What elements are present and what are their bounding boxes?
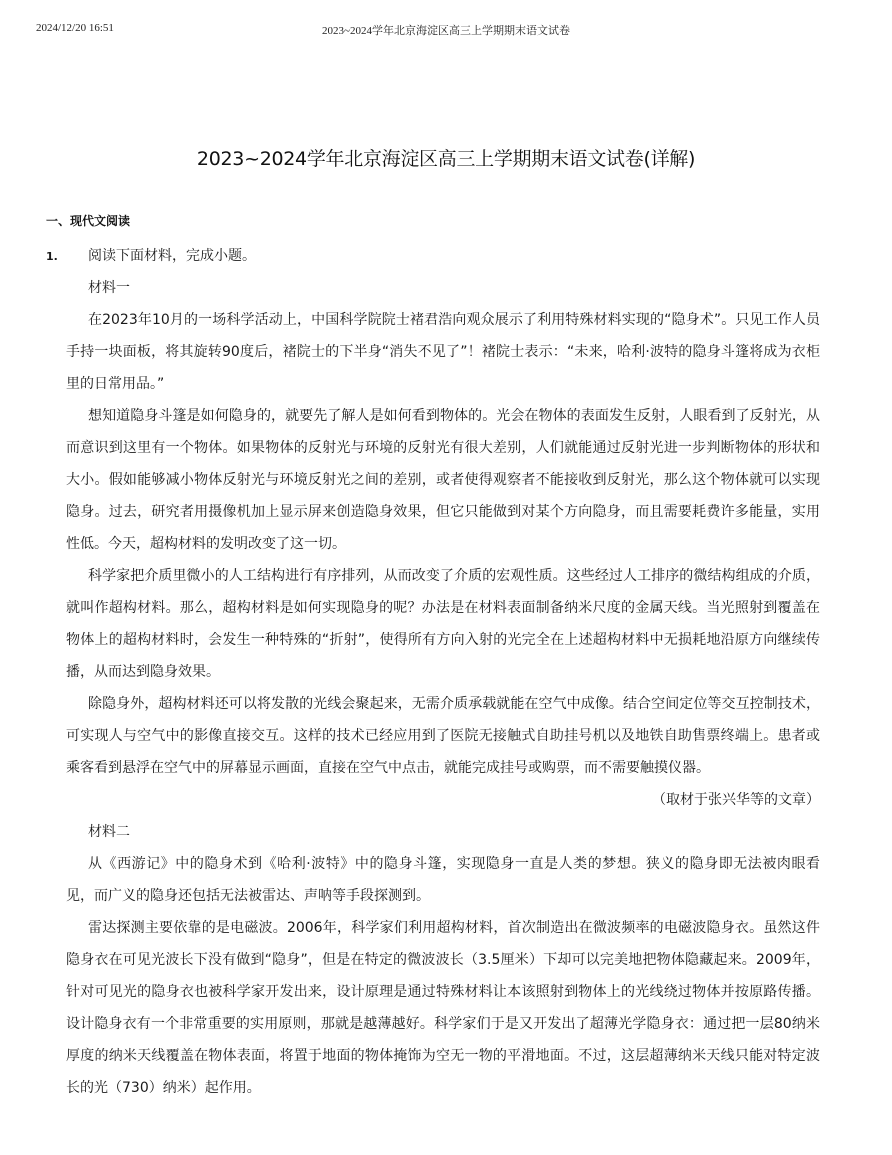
material-one-paragraph: 科学家把介质里微小的人工结构进行有序排列，从而改变了介质的宏观性质。这些经过人工排序的微结构组成的介质，就叫作超构材料。那么，超构材料是如何实现隐身的呢？办法是在材料表面制备纳米尺度的金属天线。当光照射到覆盖在物体上的超构材料时，会发生一种特殊的“折射”，使得所有方向入射的光完全在上述超构材料中无损耗地沿原方向继续传播，从而达到隐身效果。	[66, 568, 820, 680]
material-one-source: （取材于张兴华等的文章）	[652, 792, 820, 808]
material-two-label: 材料二	[88, 824, 130, 840]
material-one-paragraph: 除隐身外，超构材料还可以将发散的光线会聚起来，无需介质承载就能在空气中成像。结合空间定位等交互控制技术，可实现人与空气中的影像直接交互。这样的技术已经应用到了医院无接触式自助挂号机以及地铁自助售票终端上。患者或乘客看到悬浮在空气中的屏幕显示画面，直接在空气中点击，就能完成挂号或购票，而不需要触摸仪器。	[66, 696, 820, 776]
header-title: 2023~2024学年北京海淀区高三上学期期末语文试卷	[322, 25, 570, 37]
question-number: 1.	[46, 250, 58, 263]
material-two-paragraph: 雷达探测主要依靠的是电磁波。2006年，科学家们利用超构材料，首次制造出在微波频率的电磁波隐身衣。虽然这件隐身衣在可见光波长下没有做到“隐身”，但是在特定的微波波长（3.5厘米）下却可以完美地把物体隐藏起来。2009年，针对可见光的隐身衣也被科学家开发出来，设计原理是通过特殊材料让本该照射到物体上的光线绕过物体并按原路传播。设计隐身衣有一个非常重要的实用原则，那就是越薄越好。科学家们于是又开发出了超薄光学隐身衣：通过把一层80纳米厚度的纳米天线覆盖在物体表面，将置于地面的物体掩饰为空无一物的平滑地面。不过，这层超薄纳米天线只能对特定波长的光（730）纳米）起作用。	[66, 920, 820, 1096]
material-one-paragraph: 想知道隐身斗篷是如何隐身的，就要先了解人是如何看到物体的。光会在物体的表面发生反射，人眼看到了反射光，从而意识到这里有一个物体。如果物体的反射光与环境的反射光有很大差别，人们就能通过反射光进一步判断物体的形状和大小。假如能够减小物体反射光与环境反射光之间的差别，或者使得观察者不能接收到反射光，那么这个物体就可以实现隐身。过去，研究者用摄像机加上显示屏来创造隐身效果，但它只能做到对某个方向隐身，而且需要耗费许多能量，实用性低。今天，超构材料的发明改变了这一切。	[66, 408, 820, 552]
question-body	[66, 240, 820, 1104]
material-one-paragraph: 在2023年10月的一场科学活动上，中国科学院院士褚君浩向观众展示了利用特殊材料实现的“隐身术”。只见工作人员手持一块面板，将其旋转90度后，褚院士的下半身“消失不见了”！褚院士表示：“未来，哈利·波特的隐身斗篷将成为衣柜里的日常用品。”	[66, 312, 820, 392]
section-heading: 一、现代文阅读	[46, 214, 131, 228]
material-two-paragraph: 从《西游记》中的隐身术到《哈利·波特》中的隐身斗篷，实现隐身一直是人类的梦想。狭义的隐身即无法被肉眼看见，而广义的隐身还包括无法被雷达、声呐等手段探测到。	[66, 856, 820, 904]
instruction-text: 阅读下面材料，完成小题。	[88, 248, 256, 264]
header-datetime: 2024/12/20 16:51	[36, 22, 114, 34]
document-title: 2023~2024学年北京海淀区高三上学期期末语文试卷(详解)	[196, 148, 696, 170]
material-one-label: 材料一	[88, 280, 130, 296]
page-header	[0, 22, 892, 38]
